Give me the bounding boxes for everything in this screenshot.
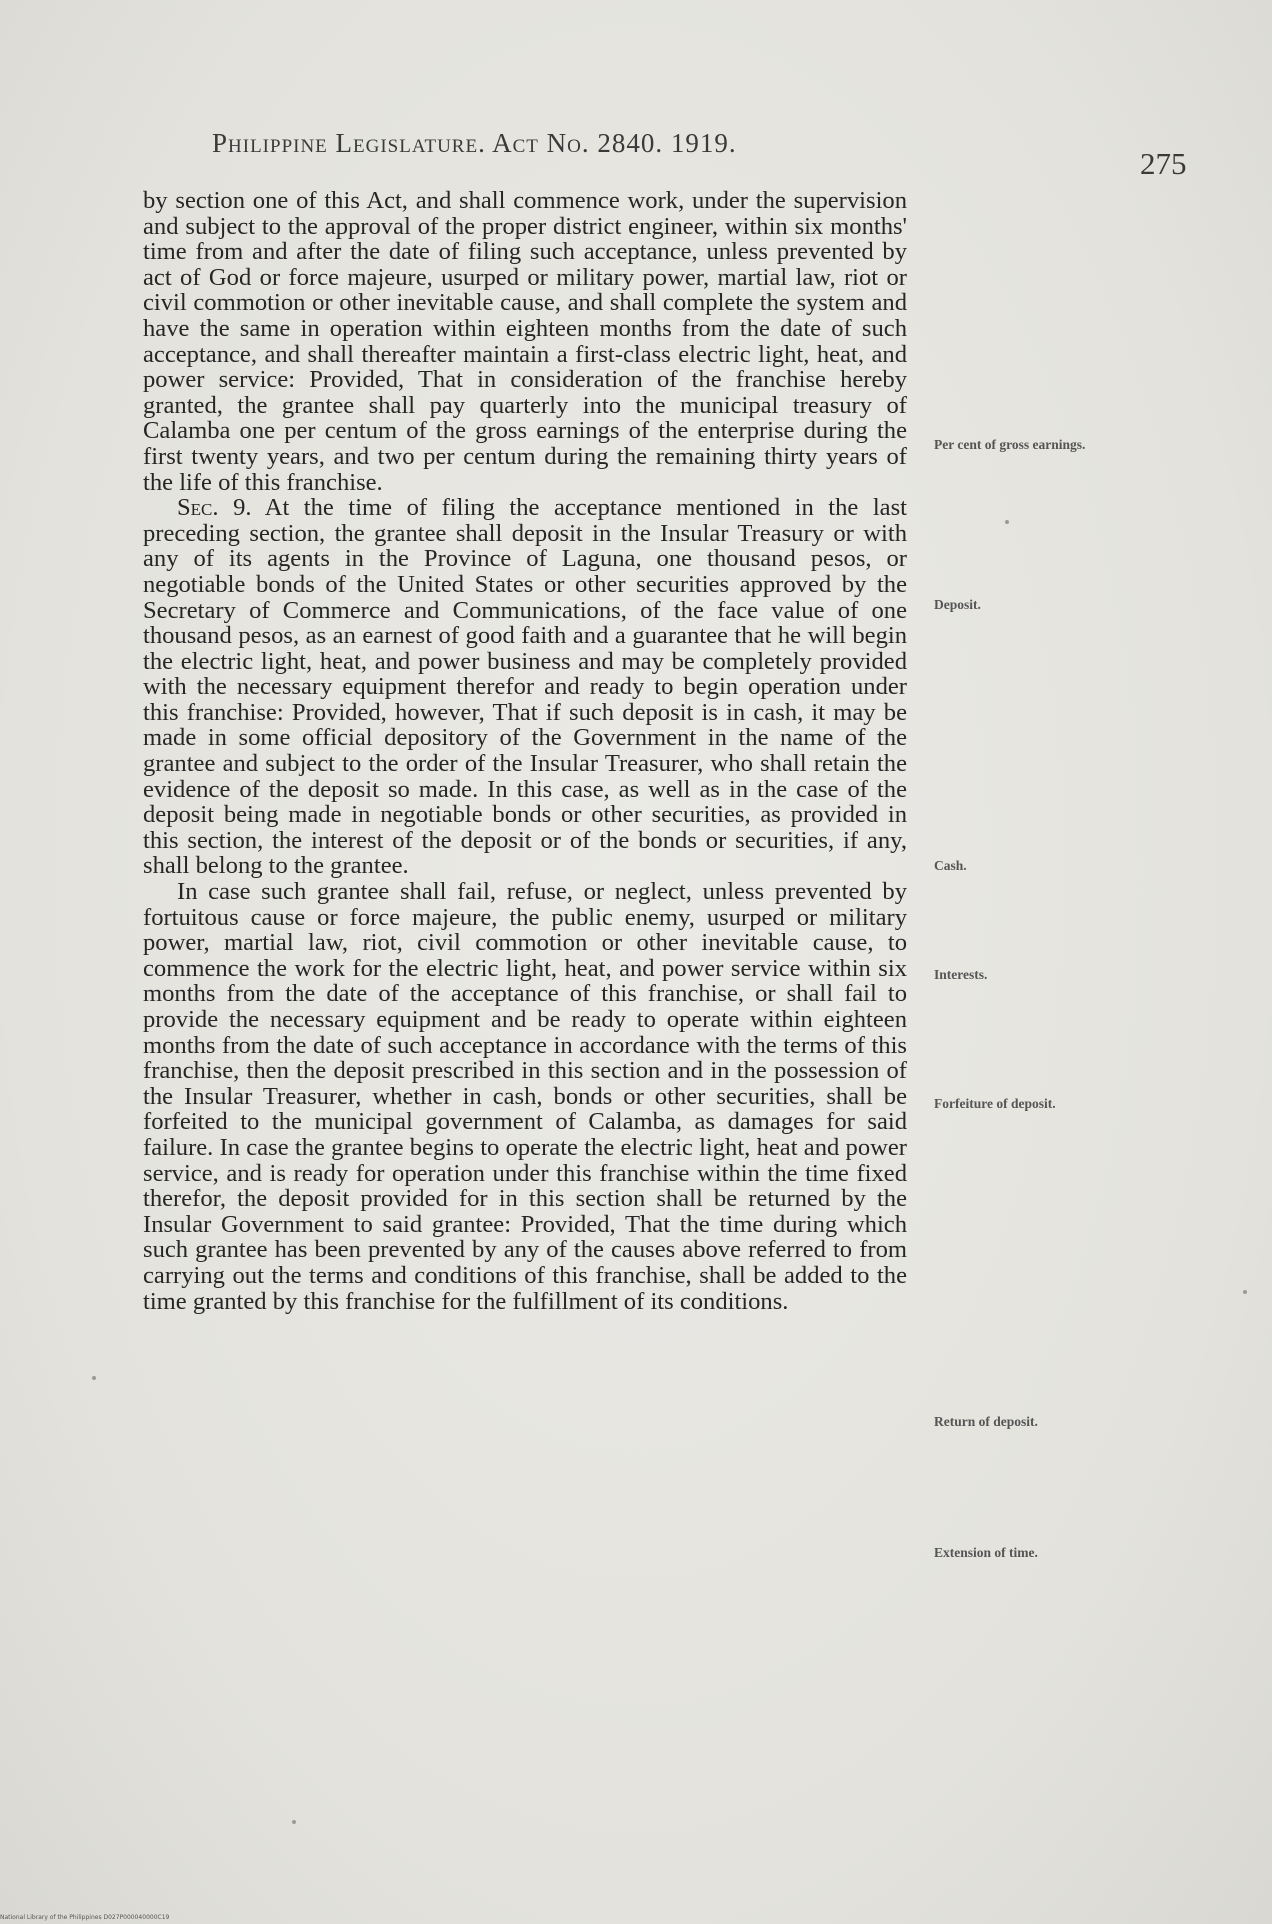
margin-note-extension: Extension of time. [934, 1545, 1038, 1560]
margin-note-cash: Cash. [934, 858, 967, 873]
page-number: 275 [1140, 146, 1187, 181]
section-9-text: At the time of filing the acceptance mentioned in the last preceding section, the grantee shall deposit in the Insular Treasury or with any of its agents in the Province of Laguna, one thousand pesos, or negotiable bonds of the United States or other securities approved by the Secretary of Commerce and Communications, of the face value of one thousand pesos, as an earnest of good faith and a guarantee that he will begin the electric light, heat, and power business and may be completely provided with the necessary equipment therefor and ready to begin operation under this franchise: Provided, however, That if such deposit is in cash, it may be made in some official depository of the Government in the name of the grantee and subject to the order of the Insular Treasurer, who shall retain the evidence of the deposit so made. In this case, as well as in the case of the deposit being made in negotiable bonds or other securities, as provided in this section, the interest of the deposit or of the bonds or securities, if any, shall belong to the grantee. [143, 494, 907, 880]
paper-speck [1005, 520, 1009, 524]
margin-note-gross-earnings: Per cent of gross earnings. [934, 437, 1086, 452]
running-head: Philippine Legislature. Act No. 2840. 1919. [212, 128, 737, 158]
scan-footer-tag: National Library of the Philippines D027P000040000C19 [0, 1914, 170, 1921]
paragraph-forfeiture: In case such grantee shall fail, refuse, or neglect, unless prevented by fortuitous cause or force majeure, the public enemy, usurped or military power, martial law, riot, civil commotion or other inevitable cause, to commence the work for the electric light, heat, and power service within six months from the date of the acceptance of this franchise, or shall fail to provide the necessary equipment and be ready to operate within eighteen months from the date of such acceptance in accordance with the terms of this franchise, then the deposit prescribed in this section and in the possession of the Insular Treasurer, whether in cash, bonds or other securities, shall be forfeited to the municipal government of Calamba, as damages for said failure. In case the grantee begins to operate the electric light, heat and power service, and is ready for operation under this franchise within the time fixed therefor, the deposit provided for in this section shall be returned by the Insular Government to said grantee: Provided, That the time during which such grantee has been prevented by any of the causes above referred to from carrying out the terms and conditions of this franchise, shall be added to the time granted by this franchise for the fulfillment of its conditions. [143, 878, 907, 1315]
paragraph-section-9 [143, 495, 907, 879]
paper-speck [92, 1376, 96, 1380]
paper-speck [1243, 1290, 1247, 1294]
margin-note-return: Return of deposit. [934, 1414, 1038, 1429]
margin-note-interests: Interests. [934, 967, 988, 982]
section-label: Sec. 9. [177, 494, 252, 522]
margin-note-deposit: Deposit. [934, 597, 981, 612]
paragraph-continuation: by section one of this Act, and shall commence work, under the supervision and subject to the approval of the proper district engineer, within six months' time from and after the date of filing such acceptance, unless prevented by act of God or force majeure, usurped or military power, martial law, riot or civil commotion or other inevitable cause, and shall complete the system and have the same in operation within eighteen months from the date of such acceptance, and shall thereafter maintain a first-class electric light, heat, and power service: Provided, That in consideration of the franchise hereby granted, the grantee shall pay quarterly into the municipal treasury of Calamba one per centum of the gross earnings of the enterprise during the first twenty years, and two per centum during the remaining thirty years of the life of this franchise. [143, 187, 907, 496]
margin-note-forfeiture: Forfeiture of deposit. [934, 1096, 1056, 1111]
paper-speck [292, 1820, 296, 1824]
body-text [143, 188, 907, 1314]
